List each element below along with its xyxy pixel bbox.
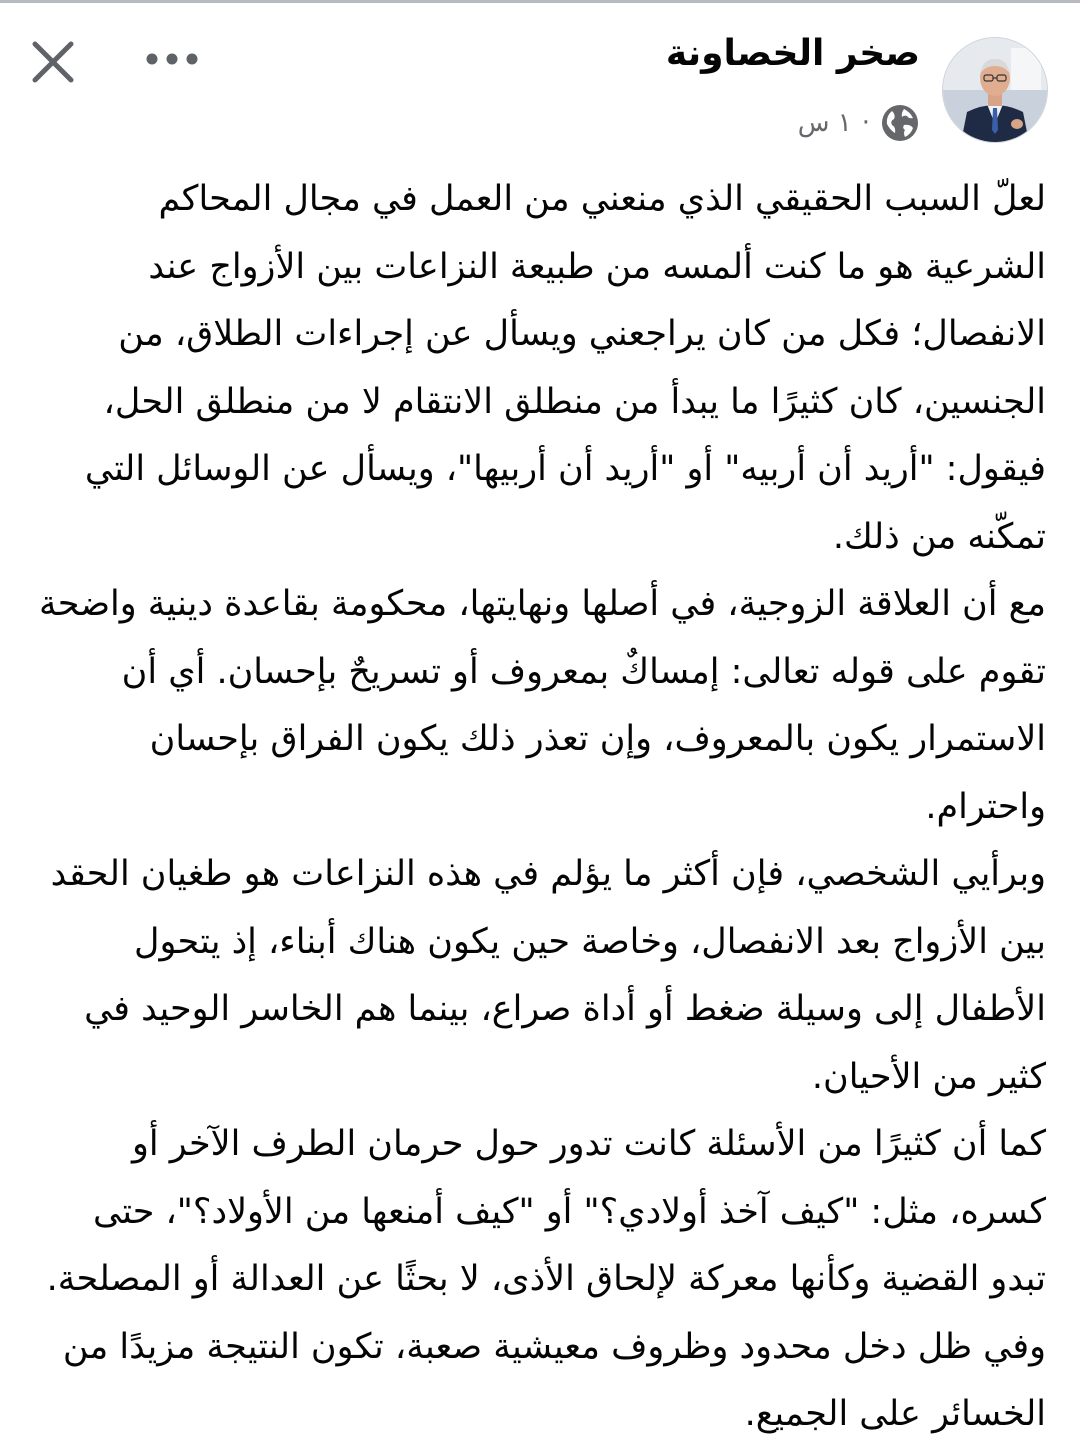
meta-separator: · (861, 108, 870, 138)
post-text (34, 166, 1046, 1449)
close-icon (29, 38, 77, 86)
post-paragraph-2: مع أن العلاقة الزوجية، في أصلها ونهايتها، محكومة بقاعدة دينية واضحة تقوم على قوله تعالى: إمساكٌ بمعروف أو تسريحٌ بإحسان. أي أن الاستمرار يكون بالمعروف، وإن تعذر ذلك يكون الفراق بإحسان واحترام. (38, 584, 1046, 827)
globe-icon[interactable] (880, 103, 920, 143)
post-header (0, 3, 1080, 153)
close-button[interactable] (22, 31, 84, 93)
avatar[interactable] (942, 37, 1048, 143)
more-horizontal-icon (142, 51, 202, 67)
author-name[interactable]: صخر الخصاونة (665, 33, 920, 74)
post-meta (798, 103, 920, 143)
post-time[interactable]: ١ س (797, 108, 852, 138)
post-paragraph-3: وبرأيي الشخصي، فإن أكثر ما يؤلم في هذه النزاعات هو طغيان الحقد بين الأزواج بعد الانفصال، وخاصة حين يكون هناك أبناء، إذ يتحول الأطفال إلى وسيلة ضغط أو أداة صراع، بينما هم الخاسر الوحيد في كثير من الأحيان. (50, 854, 1046, 1097)
post-paragraph-1: لعلّ السبب الحقيقي الذي منعني من العمل في مجال المحاكم الشرعية هو ما كنت ألمسه من طبيعة النزاعات بين الأزواج عند الانفصال؛ فكل من كان يراجعني ويسأل عن إجراءات الطلاق، من الجنسين، كان كثيرًا ما يبدأ من منطلق الانتقام لا من منطلق الحل، فيقول: "أريد أن أربيه" أو "أريد أن أربيها"، ويسأل عن الوسائل التي تمكّنه من ذلك. (84, 179, 1046, 557)
more-options-button[interactable] (136, 39, 208, 79)
post-paragraph-4: كما أن كثيرًا من الأسئلة كانت تدور حول حرمان الطرف الآخر أو كسره، مثل: "كيف آخذ أولادي؟" أو "كيف أمنعها من الأولاد؟"، حتى تبدو القضية وكأنها معركة لإلحاق الأذى، لا بحثًا عن العدالة أو المصلحة. وفي ظل دخل محدود وظروف معيشية صعبة، تكون النتيجة مزيدًا من الخسائر على الجميع. (46, 1124, 1046, 1434)
avatar-portrait-icon (943, 38, 1047, 142)
